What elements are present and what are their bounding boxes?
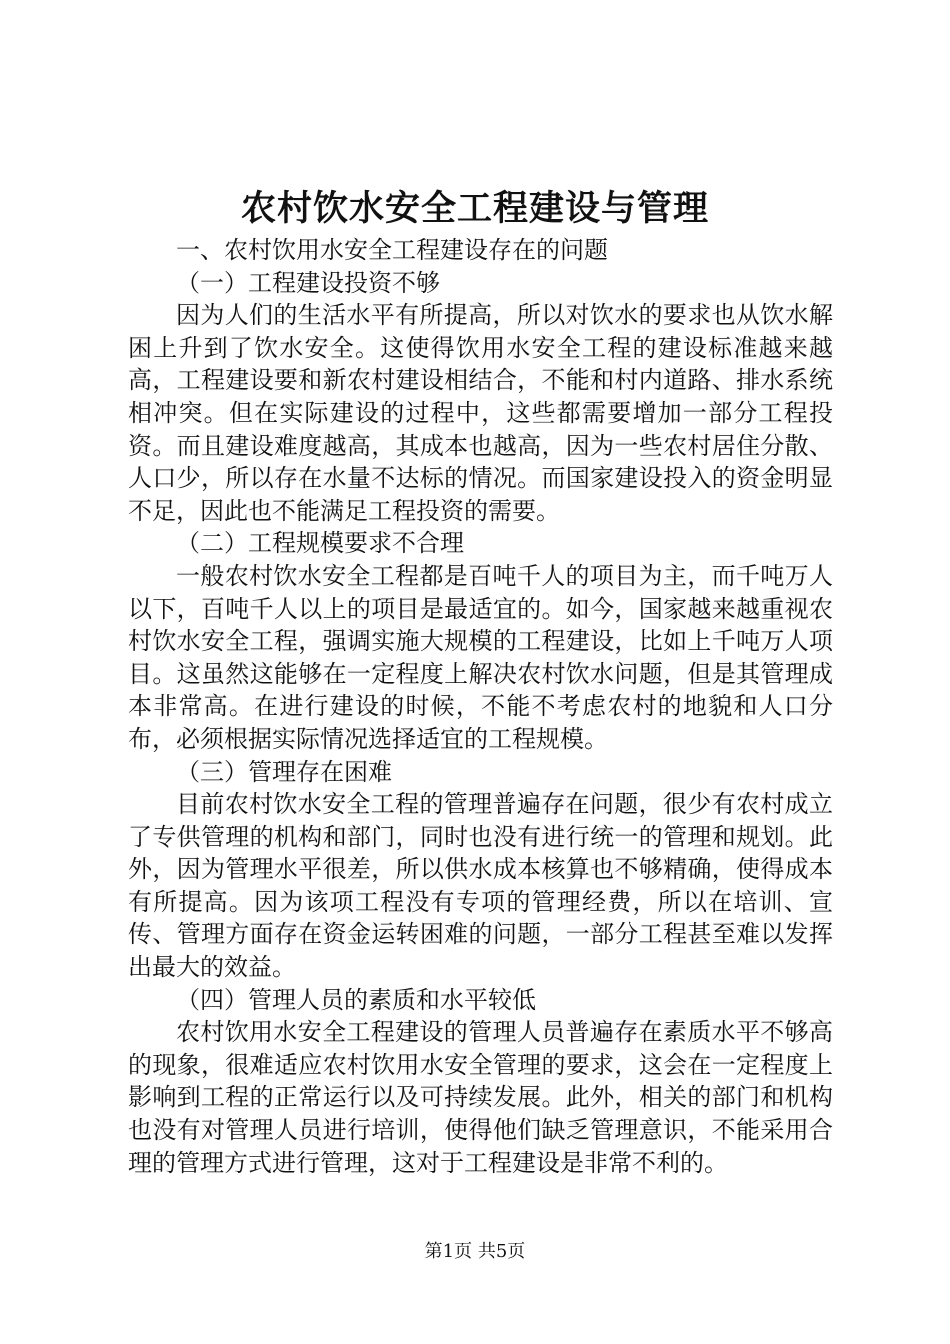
document-title: 农村饮水安全工程建设与管理 [240,188,709,229]
paragraph-4: 农村饮用水安全工程建设的管理人员普遍存在素质水平不够高的现象，很难适应农村饮用水安全管理的要求，这会在一定程度上影响到工程的正常运行以及可持续发展。此外，相关的部门和机构也没有对管理人员进行培训，使得他们缺乏管理意识，不能采用合理的管理方式进行管理，这对于工程建设是非常不利的。 [128,1018,833,1177]
document-body [128,234,833,1179]
page-footer: 第1页 共5页 [424,1241,526,1262]
subsection-heading-2: （二）工程规模要求不合理 [176,529,464,558]
paragraph-2: 一般农村饮水安全工程都是百吨千人的项目为主，而千吨万人以下，百吨千人以上的项目是最适宜的。如今，国家越来越重视农村饮水安全工程，强调实施大规模的工程建设，比如上千吨万人项目。这虽然这能够在一定程度上解决农村饮水问题，但是其管理成本非常高。在进行建设的时候，不能不考虑农村的地貌和人口分布，必须根据实际情况选择适宜的工程规模。 [128,561,833,753]
paragraph-3: 目前农村饮水安全工程的管理普遍存在问题，很少有农村成立了专供管理的机构和部门，同时也没有进行统一的管理和规划。此外，因为管理水平很差，所以供水成本核算也不够精确，使得成本有所提高。因为该项工程没有专项的管理经费，所以在培训、宣传、管理方面存在资金运转困难的问题，一部分工程甚至难以发挥出最大的效益。 [128,790,833,982]
subsection-heading-4: （四）管理人员的素质和水平较低 [176,985,536,1014]
paragraph-1: 因为人们的生活水平有所提高，所以对饮水的要求也从饮水解困上升到了饮水安全。这使得饮用水安全工程的建设标准越来越高，工程建设要和新农村建设相结合，不能和村内道路、排水系统相冲突。但在实际建设的过程中，这些都需要增加一部分工程投资。而且建设难度越高，其成本也越高，因为一些农村居住分散、人口少，所以存在水量不达标的情况。而国家建设投入的资金明显不足，因此也不能满足工程投资的需要。 [128,301,833,525]
subsection-heading-1: （一）工程建设投资不够 [176,268,440,297]
section-heading: 一、农村饮用水安全工程建设存在的问题 [176,236,608,264]
subsection-heading-3: （三）管理存在困难 [176,757,392,786]
